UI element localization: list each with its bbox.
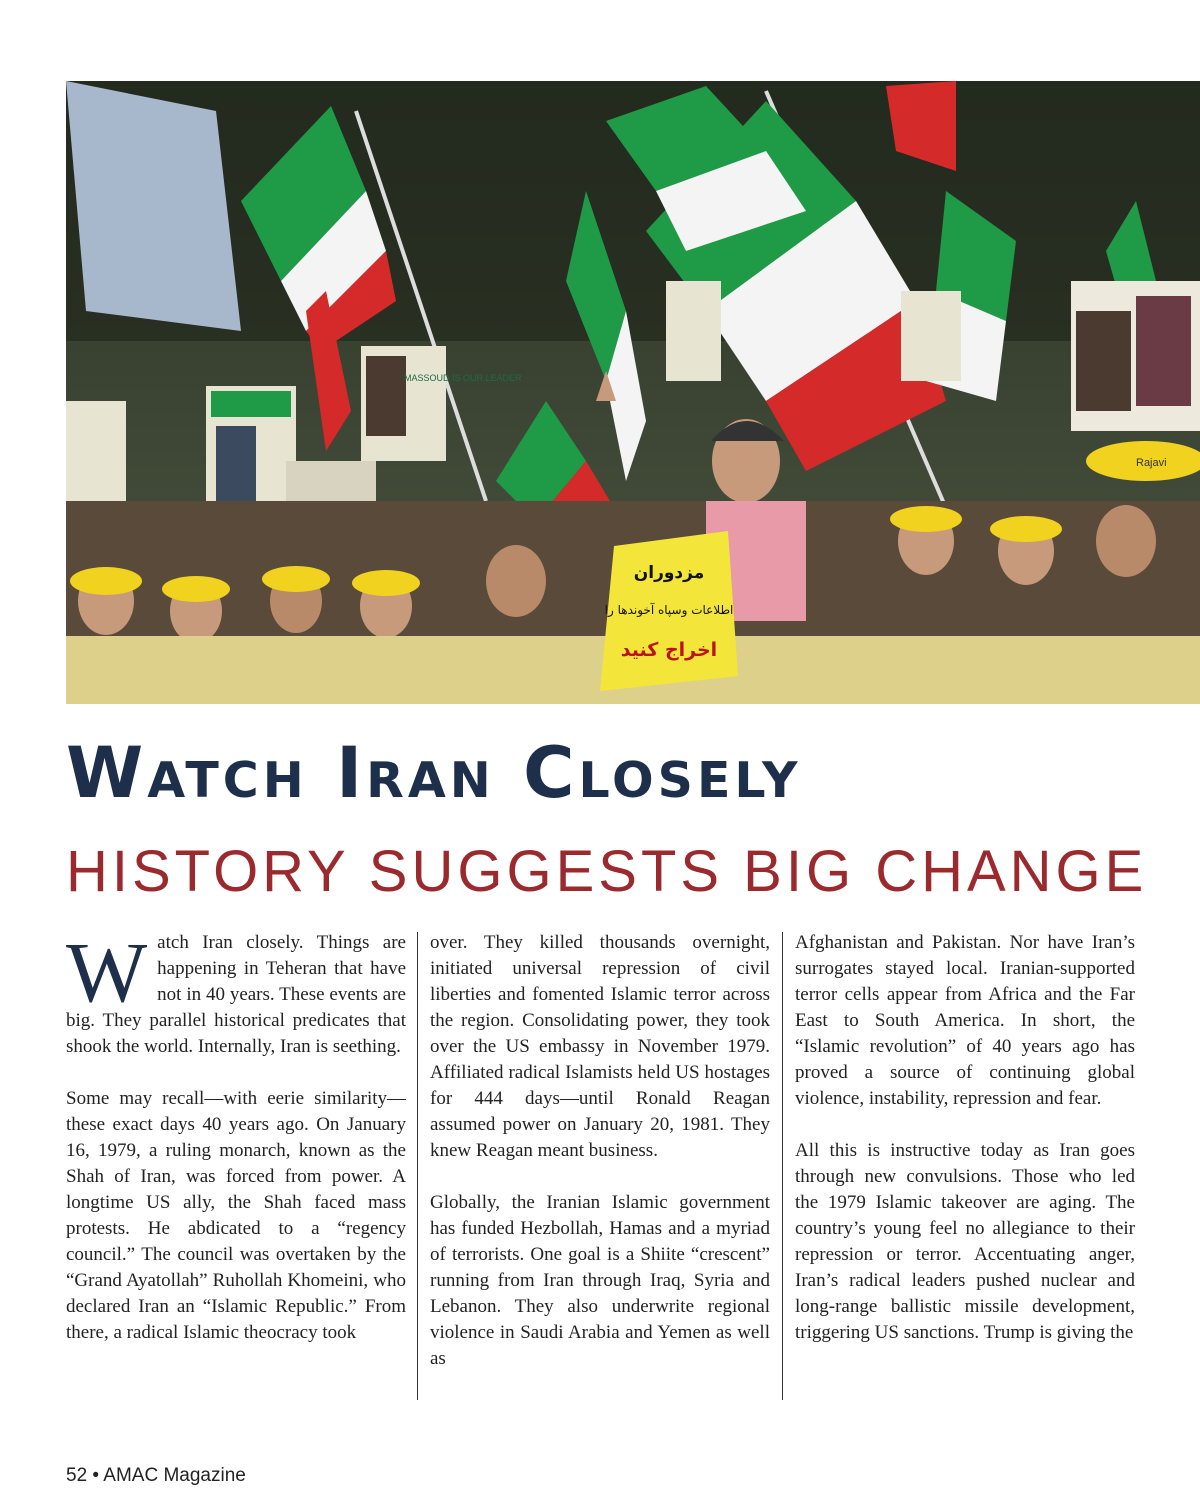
placard-text: MASSOUD IS OUR LEADER <box>404 373 522 383</box>
paragraph: Some may recall—with eerie similarity—these exact days 40 years ago. On January 16, 1979, a ruling monarch, known as the Shah of Iran, was forced from power. A longtime US ally, the Shah faced mass protests. He abdicated to a “regency council.” The council was overtaken by the “Grand Ayatollah” Ruhollah Khomeini, who declared Iran an “Islamic Republic.” From there, a radical Islamic theocracy took <box>66 1088 406 1343</box>
column-1 <box>66 930 406 1400</box>
paragraph: over. They killed thousands overnight, initiated universal repression of civil liberties and fomented Islamic terror across the region. Consolidating power, they took over the US embassy in November 1979. Affiliated radical Islamists held US hostages for 444 days—until Ronald Reagan assumed power on January 20, 1981. They knew Reagan meant business. <box>430 932 770 1161</box>
protest-photo <box>66 81 1200 704</box>
drop-cap: W <box>66 930 148 1020</box>
protest-sign <box>600 531 738 691</box>
column-divider <box>782 932 783 1400</box>
subheadline: HISTORY SUGGESTS BIG CHANGE <box>66 839 1148 904</box>
sign-line-2: اطلاعات وسپاه آخوندها را <box>604 603 734 617</box>
page-footer: 52 • AMAC Magazine <box>66 1465 246 1486</box>
protest-illustration <box>66 81 1200 704</box>
paragraph: atch Iran closely. Things are happening in Teheran that have not in 40 years. These events are big. They parallel historical predicates that shook the world. Internally, Iran is seething. <box>66 932 406 1057</box>
sign-line-1: مزدوران <box>633 563 705 583</box>
column-3 <box>795 930 1135 1400</box>
sign-line-3: اخراج کنید <box>620 639 718 661</box>
column-divider <box>417 932 418 1400</box>
paragraph: Globally, the Iranian Islamic government has funded Hezbollah, Hamas and a myriad of terrorists. One goal is a Shiite “crescent” running from Iran through Iraq, Syria and Lebanon. They also underwrite regional violence in Saudi Arabia and Yemen as well as <box>430 1192 770 1369</box>
paragraph: All this is instructive today as Iran goes through new convulsions. Those who led the 1979 Islamic takeover are aging. The country’s young feel no allegiance to their repression or terror. Accentuating anger, Iran’s radical leaders pushed nuclear and long-range ballistic missile development, triggering US sanctions. Trump is giving the <box>795 1140 1135 1343</box>
column-2 <box>430 930 770 1400</box>
headline: Watch Iran Closely <box>66 732 802 814</box>
cap-text: Rajavi <box>1136 457 1167 469</box>
banner <box>66 81 241 331</box>
paragraph: Afghanistan and Pakistan. Nor have Iran’s surrogates stayed local. Iranian-supported terror cells appear from Africa and the Far East to South America. In short, the “Islamic revolution” of 40 years ago has proved a source of continuing global violence, instability, repression and fear. <box>795 932 1135 1109</box>
